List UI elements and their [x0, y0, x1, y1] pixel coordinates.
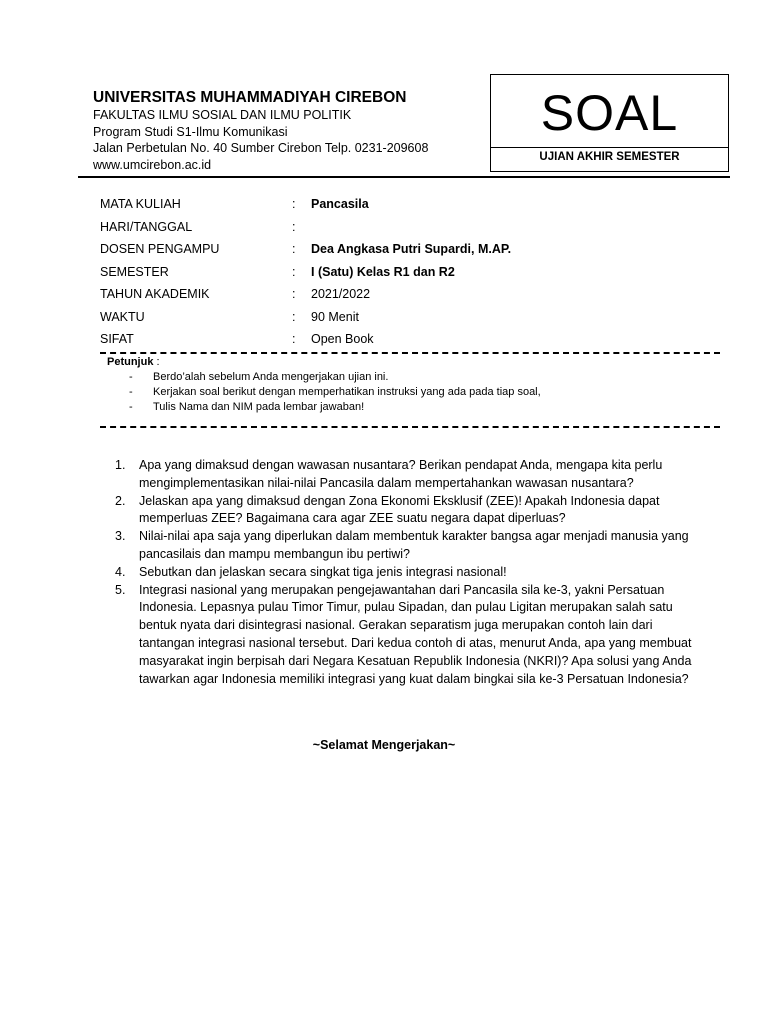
question-number: 5. [115, 582, 126, 597]
question-number: 3. [115, 529, 126, 544]
faculty-name: FAKULTAS ILMU SOSIAL DAN ILMU POLITIK [93, 108, 352, 122]
address: Jalan Perbetulan No. 40 Sumber Cirebon Telp. 0231-209608 [93, 141, 429, 155]
instruction-item [107, 400, 541, 415]
question-number: 4. [115, 564, 126, 579]
info-value: 2021/2022 [311, 287, 371, 301]
question-text: Apa yang dimaksud dengan wawasan nusantara? Berikan pendapat Anda, mengapa kita perlu mengimplementasikan nilai-nilai Pancasila dalam mempertahankan wawasan nusantara? [139, 458, 663, 490]
info-value: Pancasila [311, 197, 369, 211]
exam-subtitle: UJIAN AKHIR SEMESTER [539, 151, 680, 163]
info-label: MATA KULIAH [100, 197, 181, 211]
info-label: TAHUN AKADEMIK [100, 287, 210, 301]
info-label: SIFAT [100, 332, 134, 346]
info-label: WAKTU [100, 309, 145, 324]
question-item [115, 564, 695, 582]
info-label: DOSEN PENGAMPU [100, 242, 220, 256]
instruction-text: Berdo’alah sebelum Anda mengerjakan ujian ini. [153, 371, 389, 383]
info-value: Dea Angkasa Putri Supardi, M.AP. [311, 242, 512, 256]
question-item [115, 582, 695, 689]
info-colon: : [292, 287, 296, 301]
info-label: HARI/TANGGAL [100, 219, 193, 234]
info-colon: : [292, 332, 296, 346]
bullet-dash: - [129, 386, 133, 398]
instructions-colon: : [153, 356, 160, 368]
info-value: Open Book [311, 332, 374, 346]
info-label: SEMESTER [100, 264, 169, 279]
program-name: Program Studi S1-Ilmu Komunikasi [93, 124, 288, 139]
instruction-text: Kerjakan soal berikut dengan memperhatikan instruksi yang ada pada tiap soal, [153, 386, 541, 398]
info-value: I (Satu) Kelas R1 dan R2 [311, 264, 455, 279]
instruction-text: Tulis Nama dan NIM pada lembar jawaban! [153, 401, 365, 413]
instructions [107, 355, 541, 415]
instructions-title: Petunjuk [107, 356, 154, 368]
dashed-divider-bottom [100, 426, 720, 428]
website: www.umcirebon.ac.id [93, 157, 212, 172]
university-name: UNIVERSITAS MUHAMMADIYAH CIREBON [93, 89, 407, 106]
instruction-item [107, 385, 541, 400]
question-number: 1. [115, 458, 126, 472]
exam-title-box [490, 74, 729, 172]
info-value: 90 Menit [311, 309, 359, 324]
info-colon: : [292, 264, 296, 279]
instructions-heading [107, 355, 541, 370]
info-colon: : [292, 219, 296, 234]
info-colon: : [292, 197, 296, 211]
closing-message: ~Selamat Mengerjakan~ [312, 738, 456, 752]
question-text: Integrasi nasional yang merupakan pengejawantahan dari Pancasila sila ke-3, yakni Persatuan Indonesia. Lepasnya pulau Timor Timur, pulau Sipadan, dan pulau Ligitan merupakan salah satu bentuk nyata dari disintegrasi nasional. Gerakan separatism juga merupakan contoh lain dari tantangan integrasi nasional tersebut. Dari kedua contoh di atas, menurut Anda, apa yang membuat masyarakat ingin berpisah dari Negara Kesatuan Republik Indonesia (NKRI)? Apa solusi yang Anda tawarkan agar Indonesia memiliki integrasi yang kuat dalam bingkai sila ke-3 Persatuan Indonesia? [139, 582, 692, 686]
question-item [115, 493, 695, 529]
question-text: Sebutkan dan jelaskan secara singkat tiga jenis integrasi nasional! [139, 564, 507, 579]
question-number: 2. [115, 493, 126, 508]
question-item [115, 528, 695, 564]
bullet-dash: - [129, 401, 133, 413]
question-list [115, 457, 695, 688]
info-colon: : [292, 242, 296, 256]
dashed-divider-top [100, 352, 720, 354]
question-text: Jelaskan apa yang dimaksud dengan Zona Ekonomi Eksklusif (ZEE)! Apakah Indonesia dapat memperluas ZEE? Bagaimana cara agar ZEE suatu negara dapat diperluas? [139, 493, 660, 526]
title-box-divider [491, 147, 728, 148]
question-item [115, 457, 695, 493]
info-colon: : [292, 309, 296, 324]
instruction-item [107, 370, 541, 385]
exam-title: SOAL [540, 85, 679, 141]
header-rule [78, 176, 730, 178]
letterhead [93, 88, 428, 173]
bullet-dash: - [129, 371, 133, 383]
question-text: Nilai-nilai apa saja yang diperlukan dalam membentuk karakter bangsa agar menjadi manusia yang pancasilais dan mampu membangun ibu pertiwi? [139, 529, 689, 561]
